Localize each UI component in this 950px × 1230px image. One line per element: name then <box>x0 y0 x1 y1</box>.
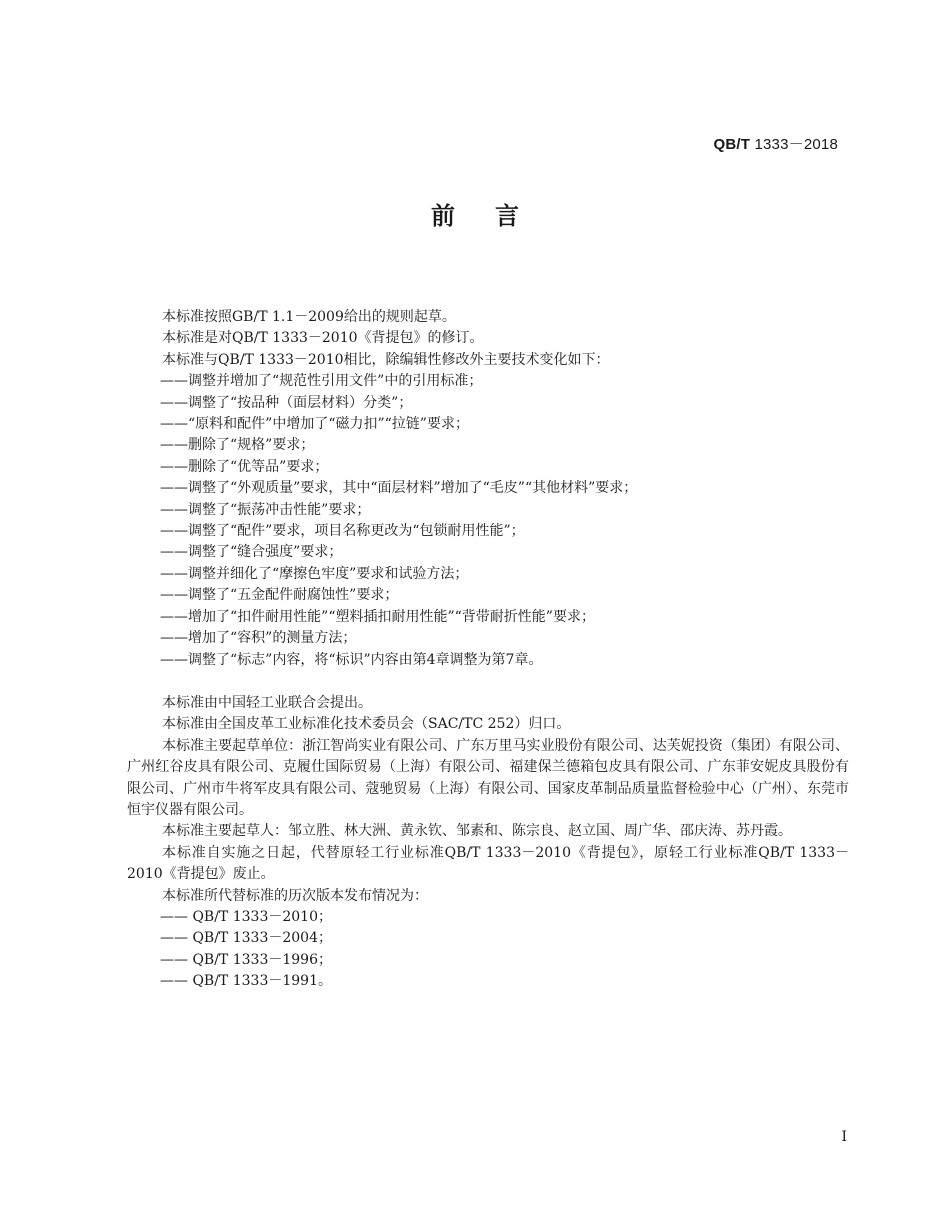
change-list-item: ——调整了“振荡冲击性能”要求； <box>160 501 371 518</box>
standard-code <box>713 133 838 154</box>
change-list-item: ——删除了“优等品”要求； <box>160 458 329 475</box>
paragraph: 本标准所代替标准的历次版本发布情况为： <box>162 887 428 904</box>
paragraph: 本标准与QB/T 1333－2010相比，除编辑性修改外主要技术变化如下： <box>162 351 610 368</box>
change-list-item: ——调整了“标志”内容，将“标识”内容由第4章调整为第7章。 <box>160 651 543 668</box>
version-list-item: —— QB/T 1333－1991。 <box>160 973 332 990</box>
page-number: I <box>841 1129 847 1145</box>
paragraph: 本标准按照GB/T 1.1－2009给出的规则起草。 <box>162 309 456 325</box>
standard-code-prefix: QB/T <box>713 136 751 153</box>
paragraph-drafters: 本标准主要起草人：邹立胜、林大洲、黄永钦、邹素和、陈宗良、赵立国、周广华、邵庆涛、苏丹霞。 <box>162 823 792 840</box>
change-list-item: ——调整并细化了“摩擦色牢度”要求和试验方法； <box>160 565 469 582</box>
change-list-item: ——调整了“外观质量”要求，其中“面层材料”增加了“毛皮”“其他材料”要求； <box>160 480 638 497</box>
change-list-item: ——调整并增加了“规范性引用文件”中的引用标准； <box>160 373 483 390</box>
paragraph-drafting-units: 本标准主要起草单位：浙江智尚实业有限公司、广东万里马实业股份有限公司、达芙妮投资（集团）有限公司、广州红谷皮具有限公司、克履仕国际贸易（上海）有限公司、福建保兰德箱包皮具有限公司、广东菲安妮皮具股份有限公司、广州市牛将军皮具有限公司、蔻驰贸易（上海）有限公司、国家皮革制品质量监督检验中心（广州）、东莞市恒宇仪器有限公司。 <box>127 737 849 819</box>
standard-code-number: 1333－2018 <box>750 136 838 153</box>
change-list-item: ——调整了“按品种（面层材料）分类”； <box>160 394 413 411</box>
change-list-item: ——增加了“扣件耐用性能”“塑料插扣耐用性能”“背带耐折性能”要求； <box>160 608 595 625</box>
change-list-item: ——增加了“容积”的测量方法； <box>160 630 357 647</box>
paragraph: 本标准由中国轻工业联合会提出。 <box>162 695 372 711</box>
paragraph-replacement: 本标准自实施之日起，代替原轻工行业标准QB/T 1333－2010《背提包》，原轻工行业标准QB/T 1333－2010《背提包》废止。 <box>127 844 849 883</box>
foreword-block-changes <box>127 307 849 671</box>
change-list-item: ——“原料和配件”中增加了“磁力扣”“拉链”要求； <box>160 416 469 433</box>
page-title: 前言 <box>431 202 559 230</box>
change-list-item: ——删除了“规格”要求； <box>160 437 315 454</box>
change-list-item: ——调整了“缝合强度”要求； <box>160 544 343 561</box>
paragraph: 本标准由全国皮革工业标准化技术委员会（SAC/TC 252）归口。 <box>162 716 571 733</box>
version-list-item: —— QB/T 1333－2010； <box>160 909 332 926</box>
change-list-item: ——调整了“五金配件耐腐蚀性”要求； <box>160 587 399 604</box>
version-list-item: —— QB/T 1333－2004； <box>160 930 332 947</box>
foreword-block-drafting <box>127 693 849 993</box>
change-list-item: ——调整了“配件”要求，项目名称更改为“包锁耐用性能”； <box>160 523 525 540</box>
version-list-item: —— QB/T 1333－1996； <box>160 951 332 968</box>
paragraph: 本标准是对QB/T 1333－2010《背提包》的修订。 <box>162 330 484 347</box>
